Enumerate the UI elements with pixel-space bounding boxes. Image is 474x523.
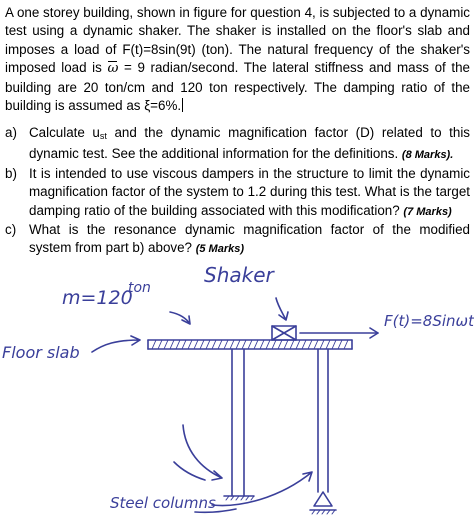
question-text: It is intended to use viscous dampers in the structure to limit the dynamic magnification factor of the system to 1.2 during this test. What is the target damping ratio of the building associated with this modification? (7 Marks) (29, 165, 470, 218)
question-label: c) (5, 222, 17, 238)
shaker-box (272, 326, 296, 340)
left-column (224, 349, 254, 500)
floor-slab (148, 340, 352, 349)
mass-pointer-arrow (170, 312, 190, 324)
right-column (310, 349, 336, 514)
question-label: b) (5, 165, 17, 181)
question-text: Calculate $u_{st}$ and the dynamic magnification factor (D) related to this dynamic test. See the additional information for the definitions. (8 Marks). (29, 125, 470, 162)
question-label: a) (5, 125, 17, 140)
marks: (5 Marks) (195, 243, 244, 256)
question-text: What is the resonance dynamic magnification factor of the modified system from part b) above? (5 Marks) (29, 222, 470, 256)
omega-bar-symbol: ω (107, 61, 119, 77)
mass-unit-label: ton (128, 280, 151, 296)
shaker-pointer-arrow (276, 298, 288, 320)
mass-label: m=120 (62, 287, 133, 309)
marks: (8 Marks). (401, 149, 454, 162)
shaker-label: Shaker (204, 263, 274, 287)
intro-text-2: = 9 radian/second. The lateral stiffness and mass of the building are 20 ton/cm and 120 ton respectively. The damping ratio of the building is assumed as ξ=6%. (5, 60, 471, 114)
intro-text-1: A one storey building, shown in figure for question 4, is subjected to a dynamic test using a dynamic shaker. The shaker is installed on the floor's slab and imposes a load of F(t)=8sin(9t) (ton). The natural frequency of the shaker's imposed load is (5, 5, 470, 76)
force-label: F(t)=8Sinωt (384, 312, 474, 330)
slab-pointer-arrow (92, 336, 140, 352)
column-pointer-arrow-2 (174, 462, 205, 480)
column-pointer-arrow-1 (183, 425, 222, 480)
column-pointer-arrow-3 (212, 472, 312, 506)
floor-slab-label: Floor slab (2, 343, 80, 362)
steel-columns-label: Steel columns (110, 494, 216, 512)
marks: (7 Marks) (403, 205, 452, 218)
force-arrow (300, 328, 378, 338)
